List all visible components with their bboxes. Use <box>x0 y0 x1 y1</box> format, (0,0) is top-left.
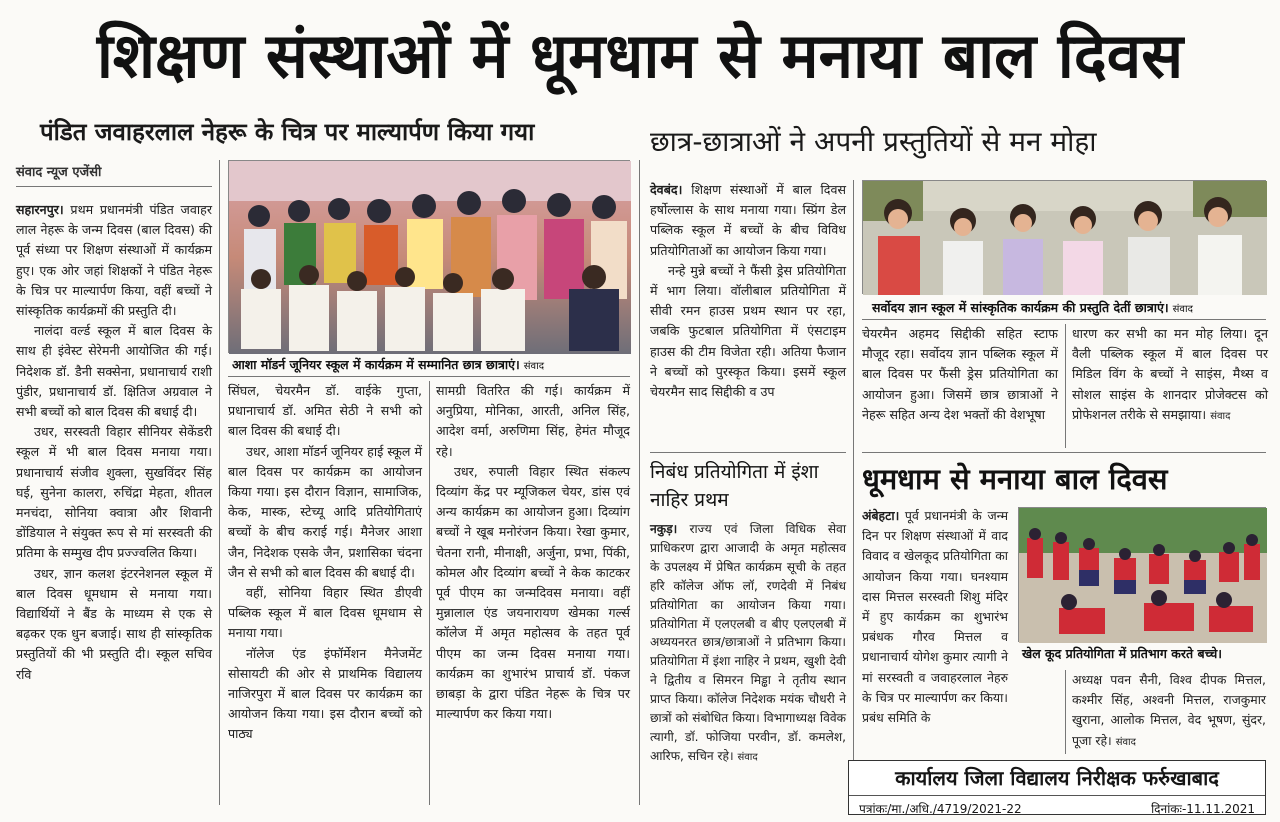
page-headline: शिक्षण संस्थाओं में धूमधाम से मनाया बाल दिवस <box>96 19 1184 92</box>
right-photo <box>862 180 1266 294</box>
right-column-3 <box>1072 324 1268 448</box>
left-byline-rule <box>16 186 212 187</box>
left-subhead: पंडित जवाहरलाल नेहरू के चित्र पर माल्यार्पण किया गया <box>40 118 535 146</box>
office-ref: पत्रांकः/मा./अधि./4719/2021-22 <box>859 802 1022 816</box>
office-ref-line <box>849 796 1265 822</box>
left-col2-para-1: सिंघल, चेयरमैन डॉ. वाईके गुप्ता, प्रधानाचार्य डॉ. अमित सेठी ने सभी को बाल दिवस की बधाई दी। <box>228 383 422 439</box>
left-col2-para-4: नॉलेज एंड इंफॉर्मेशन मैनेजमेंट सोसायटी की ओर से प्राथमिक विद्यालय नाजिरपुरा में बाल दिवस पर कार्यक्रम का आयोजन किया गया। इस दौरान बच्चों को पाठ्य <box>228 645 422 742</box>
bal-diwas-column-2 <box>1072 670 1266 754</box>
bal-diwas-column-1 <box>862 506 1008 726</box>
office-title: कार्यालय जिला विद्यालय निरीक्षक फर्रुखाबाद <box>849 761 1265 796</box>
right-col1-para-2: नन्हे मुन्ने बच्चों ने फैंसी ड्रेस प्रतियोगिता में भाग लिया। वॉलीबाल प्रतियोगिता में सीवी रमन हाउस प्रथम स्थान पर रहा, जबकि फुटबाल प्रतियोगिता में एंसटाइम हाउस की टीम विजेता रही। अतिया फैजान ने बच्चों को पुरस्कृत किया। इसमें स्कूल चेयरमैन साद सिद्दीकी व उप <box>650 262 846 400</box>
essay-text: नकुड़। राज्य एवं जिला विधिक सेवा प्राधिकरण द्वारा आजादी के अमृत महोत्सव के उपलक्ष्य में प्रेषित कार्यक्रम सूची के तहत हरि कॉलेज ऑफ लॉ, रणदेवी में निबंध प्रतियोगिता का आयोजन किया गया। प्रतियोगिता में एलएलबी व बीए एलएलबी में अध्ययनरत छात्र/छात्राओं ने प्रतिभाग किया। प्रतियोगिता में इंशा नाहिर ने प्रथम, खुशी देवी ने द्वितीय व सिमरन मिड्ढा ने तृतीय स्थान प्राप्त किया। कॉलेज निदेशक मयंक चौधरी ने छात्रों को संबोधित किया। विभागाध्यक्ष विवेक त्यागी, डॉ. फोजिया परवीन, डॉ. कमलेश, आरिफ, सचिन रहे। संवाद <box>650 522 846 763</box>
left-col1-para-1: सहारनपुर। प्रथम प्रधानमंत्री पंडित जवाहर लाल नेहरू के जन्म दिवस (बाल दिवस) की पूर्व संध्या पर शिक्षण संस्थाओं में कार्यक्रम हुए। एक ओर जहां शिक्षकों ने पंडित नेहरू के चित्र पर माल्यार्पण किया, वहीं बच्चों ने सांस्कृतिक कार्यक्रमों की प्रस्तुति दी। <box>16 202 212 319</box>
girls-performance-photo <box>863 181 1267 295</box>
right-column-2 <box>862 324 1058 448</box>
dateline: नकुड़। <box>650 522 678 536</box>
column-rule <box>429 381 430 805</box>
left-caption-rule <box>228 376 630 377</box>
right-photo-caption: सर्वोदय ज्ञान स्कूल में सांस्कृतिक कार्यक्रम की प्रस्तुति देतीं छात्राएं। संवाद <box>872 300 1193 315</box>
right-subhead: छात्र-छात्राओं ने अपनी प्रस्तुतियों से मन मोहा <box>650 125 1097 158</box>
column-rule <box>1065 670 1066 754</box>
dateline: अंबेहटा। <box>862 508 900 523</box>
left-photo <box>228 160 630 353</box>
bal-diwas-photo-caption: खेल कूद प्रतियोगिता में प्रतिभाग करते बच्चे। <box>1022 646 1223 661</box>
column-rule <box>1065 324 1066 448</box>
column-rule <box>853 180 854 805</box>
left-byline: संवाद न्यूज एजेंसी <box>16 165 102 180</box>
right-caption-rule <box>862 319 1266 320</box>
essay-headline: निबंध प्रतियोगिता में इंशा नाहिर प्रथम <box>650 461 819 511</box>
office-date: दिनांकः-11.11.2021 <box>1151 802 1255 816</box>
right-col2-text: चेयरमैन अहमद सिद्दीकी सहित स्टाफ मौजूद रहा। सर्वोदय ज्ञान पब्लिक स्कूल में बाल दिवस पर फैंसी ड्रेस प्रतियोगिता का आयोजन हुआ। जिसमें छात्र छात्राओं ने नेहरू सहित अन्य देश भक्तों की वेशभूषा <box>862 326 1058 422</box>
left-col3-para-2: उधर, रुपाली विहार स्थित संकल्प दिव्यांग केंद्र पर म्यूजिकल चेयर, डांस एवं अन्य कार्यक्रम का आयोजन हुआ। दिव्यांग बच्चों ने खूब मनोरंजन किया। रेखा कुमार, चेतना रानी, मीनाक्षी, अर्जुना, प्रभा, पिंकी, कोमल और दिव्यांग बच्चों ने केक काटकर पूर्व पीएम का जन्मदिवस मनाया। वहीं मुन्नालाल एंड जयनारायण खेमका गर्ल्स कॉलेज में अमृत महोत्सव के तहत पूर्व पीएम का जन्म दिवस मनाया गया। कार्यक्रम का शुभारंभ प्राचार्य डॉ. पंकज छाबड़ा के द्वारा पंडित नेहरू के चित्र पर माल्यार्पण कर किया गया। <box>436 463 630 722</box>
right-column-1 <box>650 180 846 450</box>
office-letterhead <box>848 760 1266 815</box>
bal-diwas-text-1a: अंबेहटा। पूर्व प्रधानमंत्री के जन्म दिन पर शिक्षण संस्थाओं में वाद विवाद व खेलकूद प्रतियोगिता का आयोजन किया गया। घनश्याम दास मित्तल सरस्वती शिशु मंदिर में हुए कार्यक्रम का शुभारंभ प्रबंधक गौरव मित्तल व प्रधानाचार्य योगेश कुमार त्यागी ने मां सरस्वती व जवाहरलाल नेहरु के चित्र पर माल्यार्पण कर किया। प्रबंध समिति के <box>862 508 1008 726</box>
right-col3-text: धारण कर सभी का मन मोह लिया। दून वैली पब्लिक स्कूल में बाल दिवस पर मिडिल विंग के बच्चों ने साइंस, मैथ्स व सोशल साइंस के शानदार प्रोजेक्टस को प्रोफेशनल तरीके से समझाया। संवाद <box>1072 326 1268 422</box>
column-rule <box>219 160 220 805</box>
left-column-2 <box>228 381 422 801</box>
left-col1-para-3: उधर, सरस्वती विहार सीनियर सेकेंडरी स्कूल में भी बाल दिवस मनाया गया। प्रधानाचार्य संजीव शुक्ला, सुखविंदर सिंह घई, सुनेना कालरा, रुचिंद्रा मेहता, शीतल मनचंदा, सोनिया क्वात्रा और शिवानी डोंडियाल ने संयुक्त रूप से मां सरस्वती की प्रतिमा के सम्मुख दीप प्रज्ज्वलित किया। <box>16 424 212 561</box>
right-col1-para-1: देवबंद। शिक्षण संस्थाओं में बाल दिवस हर्षोल्लास के साथ मनाया गया। स्प्रिंग डेल पब्लिक स्कूल में बच्चों के बीच विविध प्रतियोगिताओं का आयोजन किया गया। <box>650 182 846 258</box>
left-col1-para-4: उधर, ज्ञान कलश इंटरनेशनल स्कूल में बाल दिवस धूमधाम से मनाया गया। विद्यार्थियों ने बैंड के माध्यम से एक से बढ़कर एक धुन बजाई। साथ ही सांस्कृतिक प्रस्तुतियों की भी प्रस्तुति दी। स्कूल सचिव रवि <box>16 565 212 682</box>
left-column-3 <box>436 381 630 801</box>
left-column-1 <box>16 200 212 800</box>
left-col3-para-1: सामग्री वितरित की गई। कार्यक्रम में अनुप्रिया, मोनिका, आरती, अनिल सिंह, आदेश वर्मा, अरुणिमा सिंह, हेमंत मौजूद रहे। <box>436 383 630 459</box>
kids-sports-photo <box>1019 508 1267 643</box>
section-rule <box>862 452 1266 453</box>
section-rule <box>650 452 846 453</box>
dateline: देवबंद। <box>650 182 683 197</box>
bal-diwas-text-2: अध्यक्ष पवन सैनी, विश्व दीपक मित्तल, कश्मीर सिंह, अश्वनी मित्तल, राजकुमार खुराना, आलोक मित्तल, वेद भूषण, सुंदर, पूजा रहे। संवाद <box>1072 672 1266 748</box>
left-col2-para-3: वहीं, सोनिया विहार स्थित डीएवी पब्लिक स्कूल में बाल दिवस धूमधाम से मनाया गया। <box>228 585 422 641</box>
essay-column <box>650 520 846 802</box>
bal-diwas-headline: धूमधाम से मनाया बाल दिवस <box>862 462 1168 496</box>
column-rule <box>639 160 640 805</box>
bal-diwas-photo <box>1018 507 1266 642</box>
dateline: सहारनपुर। <box>16 202 64 217</box>
left-photo-caption: आशा मॉडर्न जूनियर स्कूल में कार्यक्रम में सम्मानित छात्र छात्राएं। संवाद <box>232 357 545 372</box>
students-award-photo <box>229 161 631 354</box>
left-col2-para-2: उधर, आशा मॉडर्न जूनियर हाई स्कूल में बाल दिवस पर कार्यक्रम का आयोजन किया गया। इस दौरान विज्ञान, सामाजिक, केक, मास्क, स्टेच्यू आदि प्रतियोगिताएं बच्चों के बीच कराई गई। मैनेजर आशा जैन, निदेशक एसके जैन, प्रशासिका चंदना जैन से सभी को बाल दिवस की बधाई दी। <box>228 443 422 580</box>
left-col1-para-2: नालंदा वर्ल्ड स्कूल में बाल दिवस के साथ ही इंवेस्ट सेरेमनी आयोजित की गई। निदेशक डॉ. डैनी सक्सेना, प्रधानाचार्य राशी पुंडीर, प्रधानाचार्य डॉ. क्षितिज अग्रवाल ने सभी बच्चों को बाल दिवस की बधाई दी। <box>16 323 212 420</box>
